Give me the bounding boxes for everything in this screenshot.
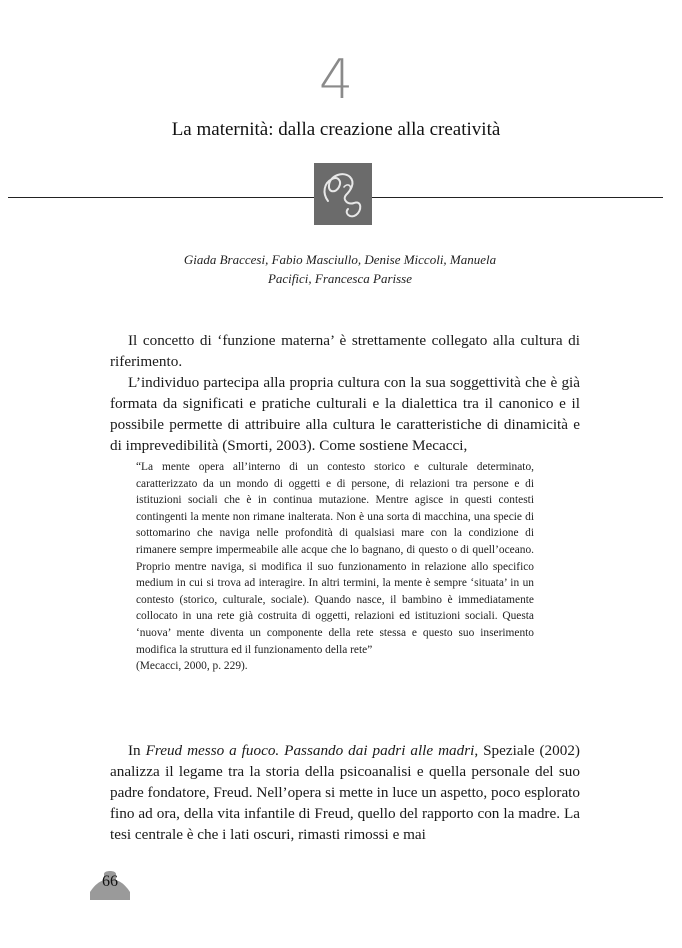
quote-text: “La mente opera all’interno di un contesto storico e culturale determinato, caratterizzato da un mondo di oggetti e di persone, di relazioni tra persone e di istituzioni sociali che è in continua mutazione. Mentre agisce in questi contesti contingenti la mente non rimane inalterata. Non è una sorta di macchina, una specie di sottomarino che naviga nelle profondità di qualsiasi mare con la condizione di rimanere sempre impermeabile alle acque che lo bagnano, di questo o di quell’oceano. Proprio mentre naviga, si modifica il suo funzionamento in relazione allo specifico medium in cui si trova ad interagire. In altri termini, la mente è sempre ‘situata’ in un contesto (storico, culturale, sociale). Quando nasce, il bambino è immediatamente collocato in una rete già costruita di oggetti, relazioni ed istituzioni sociali. Questa ‘nuova’ mente diventa un componente della rete stessa e questo suo inserimento modifica la struttura ed il funzionamento della rete” xyxy=(136,461,534,656)
paragraph-3-lead: In xyxy=(128,742,146,759)
body-text-intro xyxy=(110,330,580,456)
block-quote xyxy=(136,459,534,675)
chapter-title: La maternità: dalla creazione alla creatività xyxy=(171,119,501,140)
paragraph-3 xyxy=(110,740,580,845)
paragraph-3-rest: , Speziale (2002) analizza il legame tra la storia della psicoanalisi e quella personale del suo padre fondatore, Freud. Nell’opera si mette in luce un aspetto, poco esplorato fino ad ora, della vita infantile di Freud, quello del rapporto con la madre. La tesi centrale è che i lati oscuri, rimasti rimossi e mai xyxy=(110,742,580,843)
chapter-number: 4 xyxy=(318,48,354,111)
authors-line-1: Giada Braccesi, Fabio Masciullo, Denise Miccoli, Manuela xyxy=(183,252,497,267)
authors-line-2: Pacifici, Francesca Parisse xyxy=(267,271,413,286)
book-title: Freud messo a fuoco. Passando dai padri alle madri xyxy=(145,742,475,759)
page-number: 66 xyxy=(102,873,118,890)
chapter-emblem-icon xyxy=(314,163,372,225)
body-text-continued xyxy=(110,740,580,845)
chapter-authors xyxy=(140,250,540,288)
quote-citation: (Mecacci, 2000, p. 229). xyxy=(136,660,248,673)
paragraph-2: L’individuo partecipa alla propria cultura con la sua soggettività che è già formata da significati e pratiche culturali e la dialettica tra il canonico e il possibile permette di attribuire alla cultura le caratteristiche di dinamicità e di imprevedibilità (Smorti, 2003). Come sostiene Mecacci, xyxy=(110,374,580,454)
paragraph-1: Il concetto di ‘funzione materna’ è strettamente collegato alla cultura di riferimento. xyxy=(110,332,580,370)
